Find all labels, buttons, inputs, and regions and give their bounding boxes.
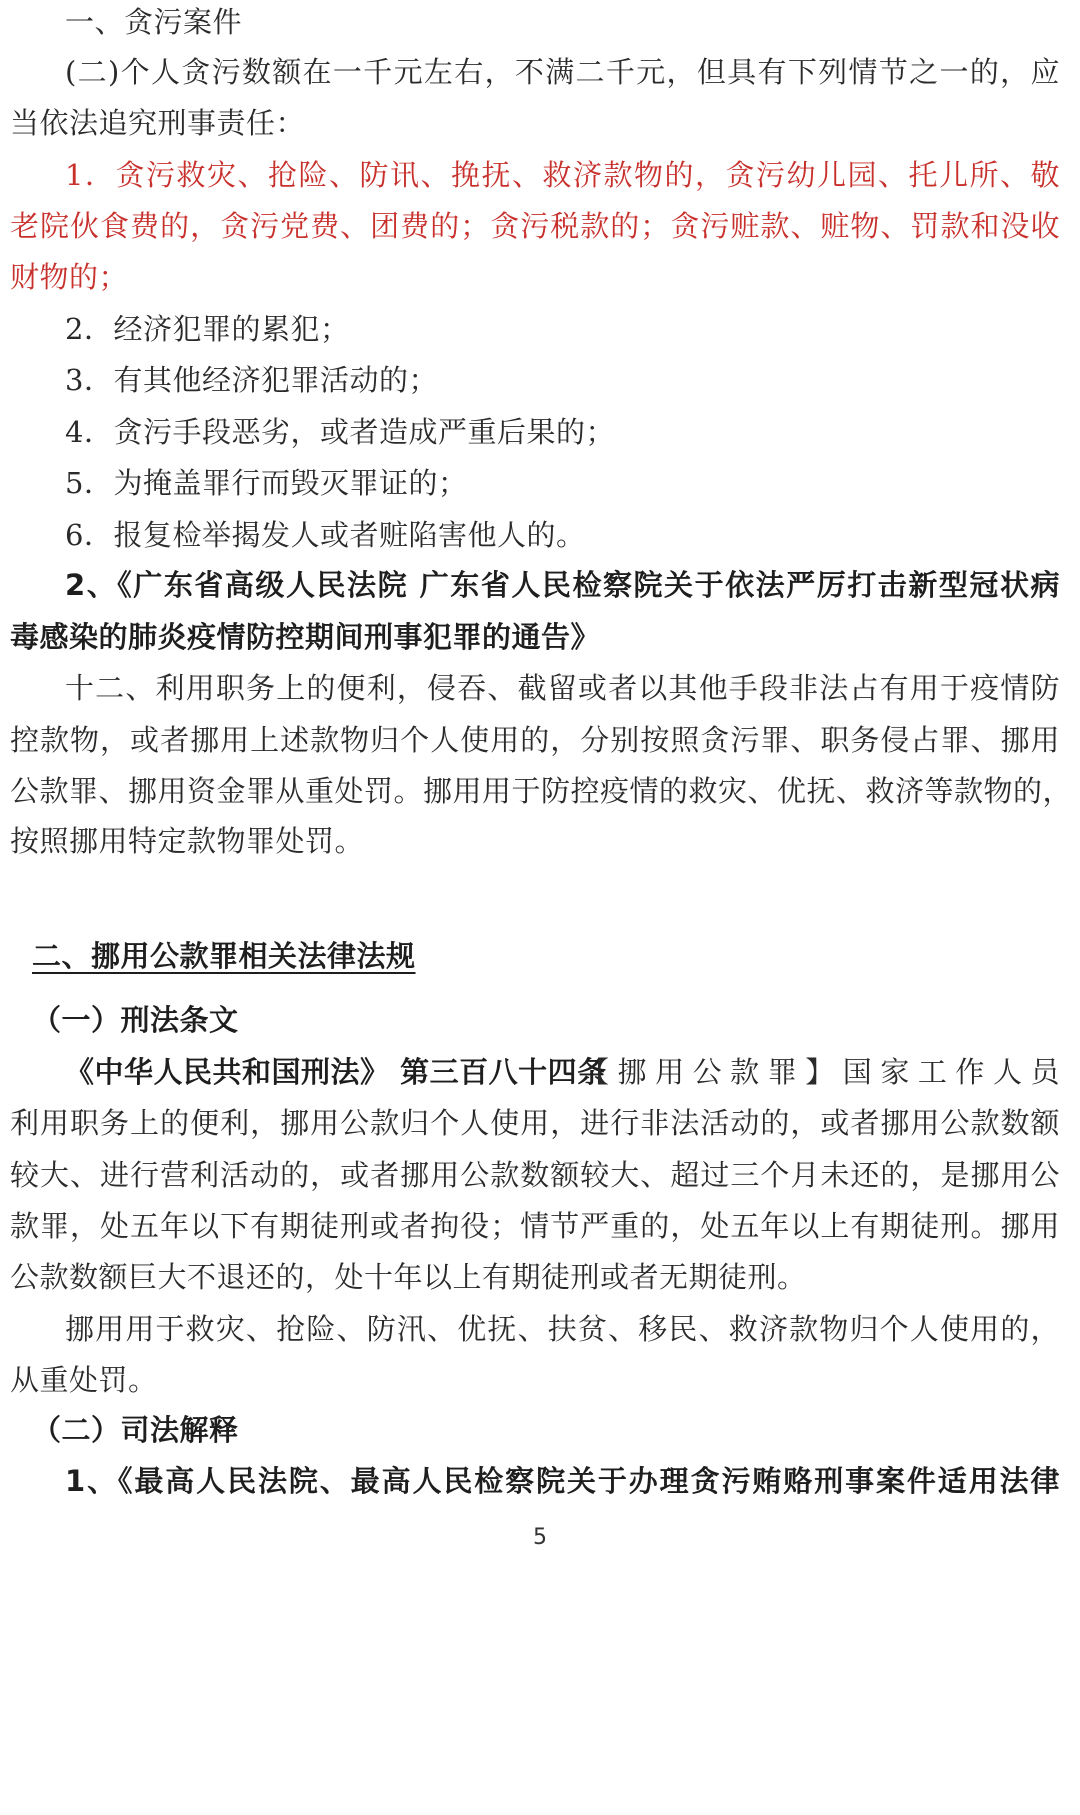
paragraph-line: 公款数额巨大不退还的，处十年以上有期徒刑或者无期徒刑。 [10,1260,807,1294]
paragraph-line: 十二、利用职务上的便利，侵吞、截留或者以其他手段非法占有用于疫情防 [65,671,1060,705]
paragraph-line: 按照挪用特定款物罪处罚。 [10,824,365,858]
law-article-title: 《中华人民共和国刑法》 第三百八十四条 [65,1055,607,1089]
section-heading-embezzlement-laws: 二、挪用公款罪相关法律法规 [32,939,416,973]
list-item: 5．为掩盖罪行而毁灭罪证的； [65,466,468,500]
paragraph-line: (二)个人贪污数额在一千元左右，不满二千元，但具有下列情节之一的，应 [65,55,1060,89]
list-item: 2．经济犯罪的累犯； [65,312,350,346]
subsection-heading-judicial-interpretation: （二）司法解释 [32,1413,239,1447]
notice-title-line: 2、《广东省高级人民法院 广东省人民检察院关于依法严厉打击新型冠状病 [65,568,1060,602]
law-article-lead: 【挪用公款罪】国家工作人员 [580,1055,1060,1089]
paragraph-line: 款罪，处五年以下有期徒刑或者拘役；情节严重的，处五年以上有期徒刑。挪用 [10,1209,1060,1243]
paragraph-line: 较大、进行营利活动的，或者挪用公款数额较大、超过三个月未还的，是挪用公 [10,1158,1060,1192]
paragraph-line: 挪用用于救灾、抢险、防汛、优抚、扶贫、移民、救济款物归个人使用的， [65,1312,1060,1346]
list-item: 3．有其他经济犯罪活动的； [65,363,438,397]
paragraph-line: 公款罪、挪用资金罪从重处罚。挪用用于防控疫情的救灾、优抚、救济等款物的， [10,774,1073,808]
highlighted-paragraph-line: 老院伙食费的，贪污党费、团费的；贪污税款的；贪污赃款、赃物、罚款和没收 [10,209,1060,243]
section-heading-corruption-cases: 一、贪污案件 [65,5,243,39]
page-number: 5 [533,1525,547,1550]
highlighted-paragraph-line: 1．贪污救灾、抢险、防讯、挽抚、救济款物的，贪污幼儿园、托儿所、敬 [65,158,1060,192]
paragraph-line: 控款物，或者挪用上述款物归个人使用的，分别按照贪污罪、职务侵占罪、挪用 [10,723,1060,757]
subsection-heading-criminal-law: （一）刑法条文 [32,1003,239,1037]
paragraph-line: 当依法追究刑事责任： [10,106,306,140]
paragraph-line: 利用职务上的便利，挪用公款归个人使用，进行非法活动的，或者挪用公款数额 [10,1106,1060,1140]
highlighted-paragraph-line: 财物的； [10,260,129,294]
notice-title-line: 毒感染的肺炎疫情防控期间刑事犯罪的通告》 [10,620,601,654]
list-item: 6．报复检举揭发人或者赃陷害他人的。 [65,518,586,552]
paragraph-line: 从重处罚。 [10,1363,158,1397]
interpretation-title-line: 1、《最高人民法院、最高人民检察院关于办理贪污贿赂刑事案件适用法律 [65,1464,1060,1498]
list-item: 4．贪污手段恶劣，或者造成严重后果的； [65,415,615,449]
